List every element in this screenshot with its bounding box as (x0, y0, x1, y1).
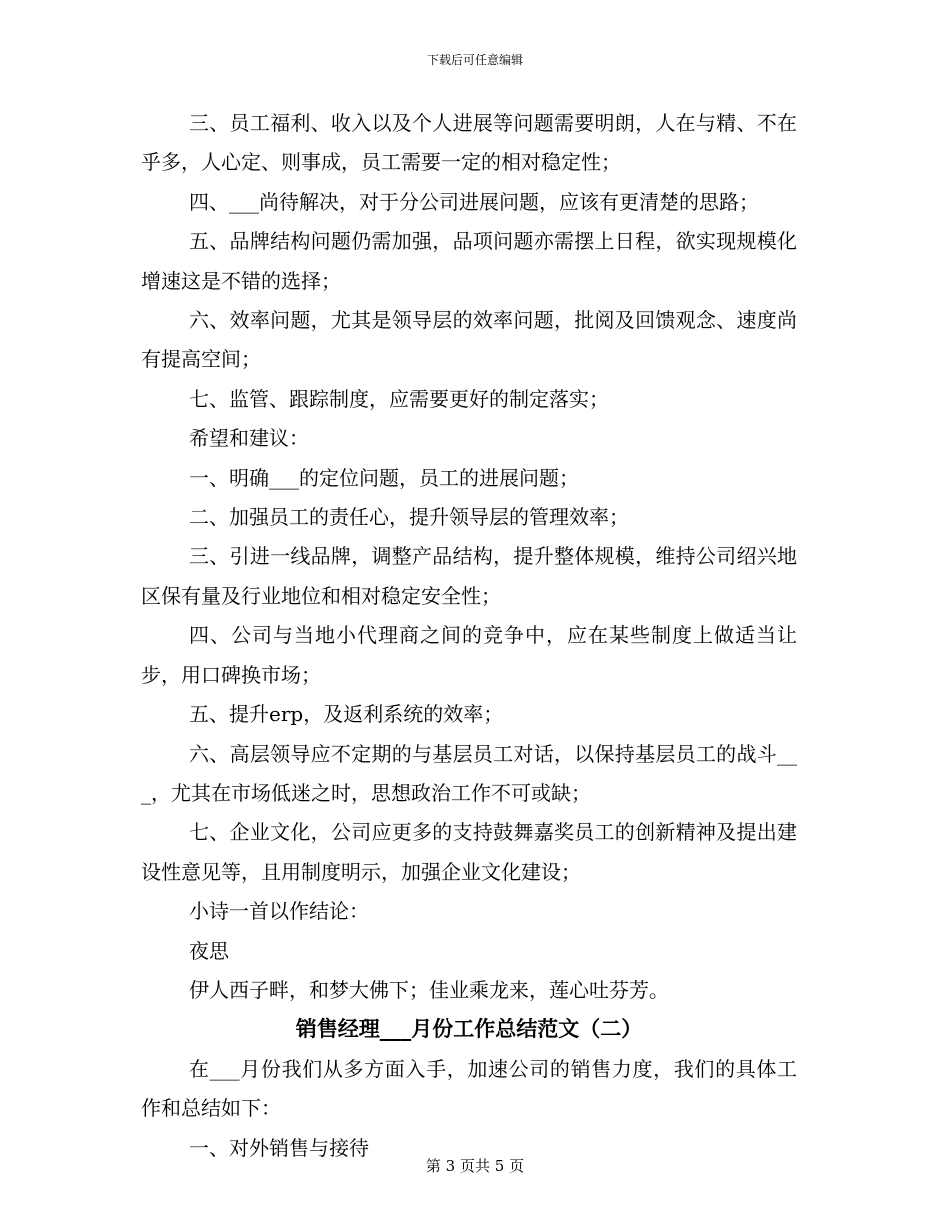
paragraph: 小诗一首以作结论： (189, 899, 369, 924)
paragraph: 二、加强员工的责任心，提升领导层的管理效率； (189, 505, 629, 530)
paragraph: 伊人西子畔，和梦大佛下；佳业乘龙来，莲心吐芬芳。 (189, 977, 669, 1002)
paragraph: 四、公司与当地小代理商之间的竞争中，应在某些制度上做适当让步，用口碑换市场； (141, 623, 797, 687)
section-title: 销售经理___月份工作总结范文（二） (295, 1017, 643, 1042)
paragraph: 一、对外销售与接待 (189, 1135, 369, 1160)
paragraph: 夜思 (189, 938, 229, 963)
paragraph: 一、明确___的定位问题，员工的进展问题； (189, 465, 579, 490)
paragraph: 在___月份我们从多方面入手，加速公司的销售力度，我们的具体工作和总结如下： (141, 1056, 797, 1121)
paragraph: 六、高层领导应不定期的与基层员工对话，以保持基层员工的战斗___，尤其在市场低迷之时，思想政治工作不可或缺； (141, 741, 797, 805)
paragraph: 五、品牌结构问题仍需加强，品项问题亦需摆上日程，欲实现规模化增速这是不错的选择； (141, 229, 797, 293)
paragraph: 七、监管、跟踪制度，应需要更好的制定落实； (189, 386, 609, 411)
paragraph: 六、效率问题，尤其是领导层的效率问题，批阅及回馈观念、速度尚有提高空间； (141, 308, 797, 372)
page-footer: 第 3 页共 5 页 (425, 1157, 525, 1175)
page-header: 下载后可任意编辑 (426, 53, 523, 67)
document-body (141, 104, 797, 1168)
paragraph: 三、员工福利、收入以及个人进展等问题需要明朗，人在与精、不在乎多，人心定、则事成，员工需要一定的相对稳定性； (141, 111, 797, 175)
paragraph: 七、企业文化，公司应更多的支持鼓舞嘉奖员工的创新精神及提出建设性意见等，且用制度明示，加强企业文化建设； (141, 820, 797, 884)
paragraph: 希望和建议： (189, 426, 309, 451)
paragraph: 五、提升erp，及返利系统的效率； (189, 702, 504, 727)
paragraph: 三、引进一线品牌，调整产品结构，提升整体规模，维持公司绍兴地区保有量及行业地位和相对稳定安全性； (141, 544, 797, 608)
paragraph: 四、___尚待解决，对于分公司进展问题，应该有更清楚的思路； (189, 189, 759, 214)
